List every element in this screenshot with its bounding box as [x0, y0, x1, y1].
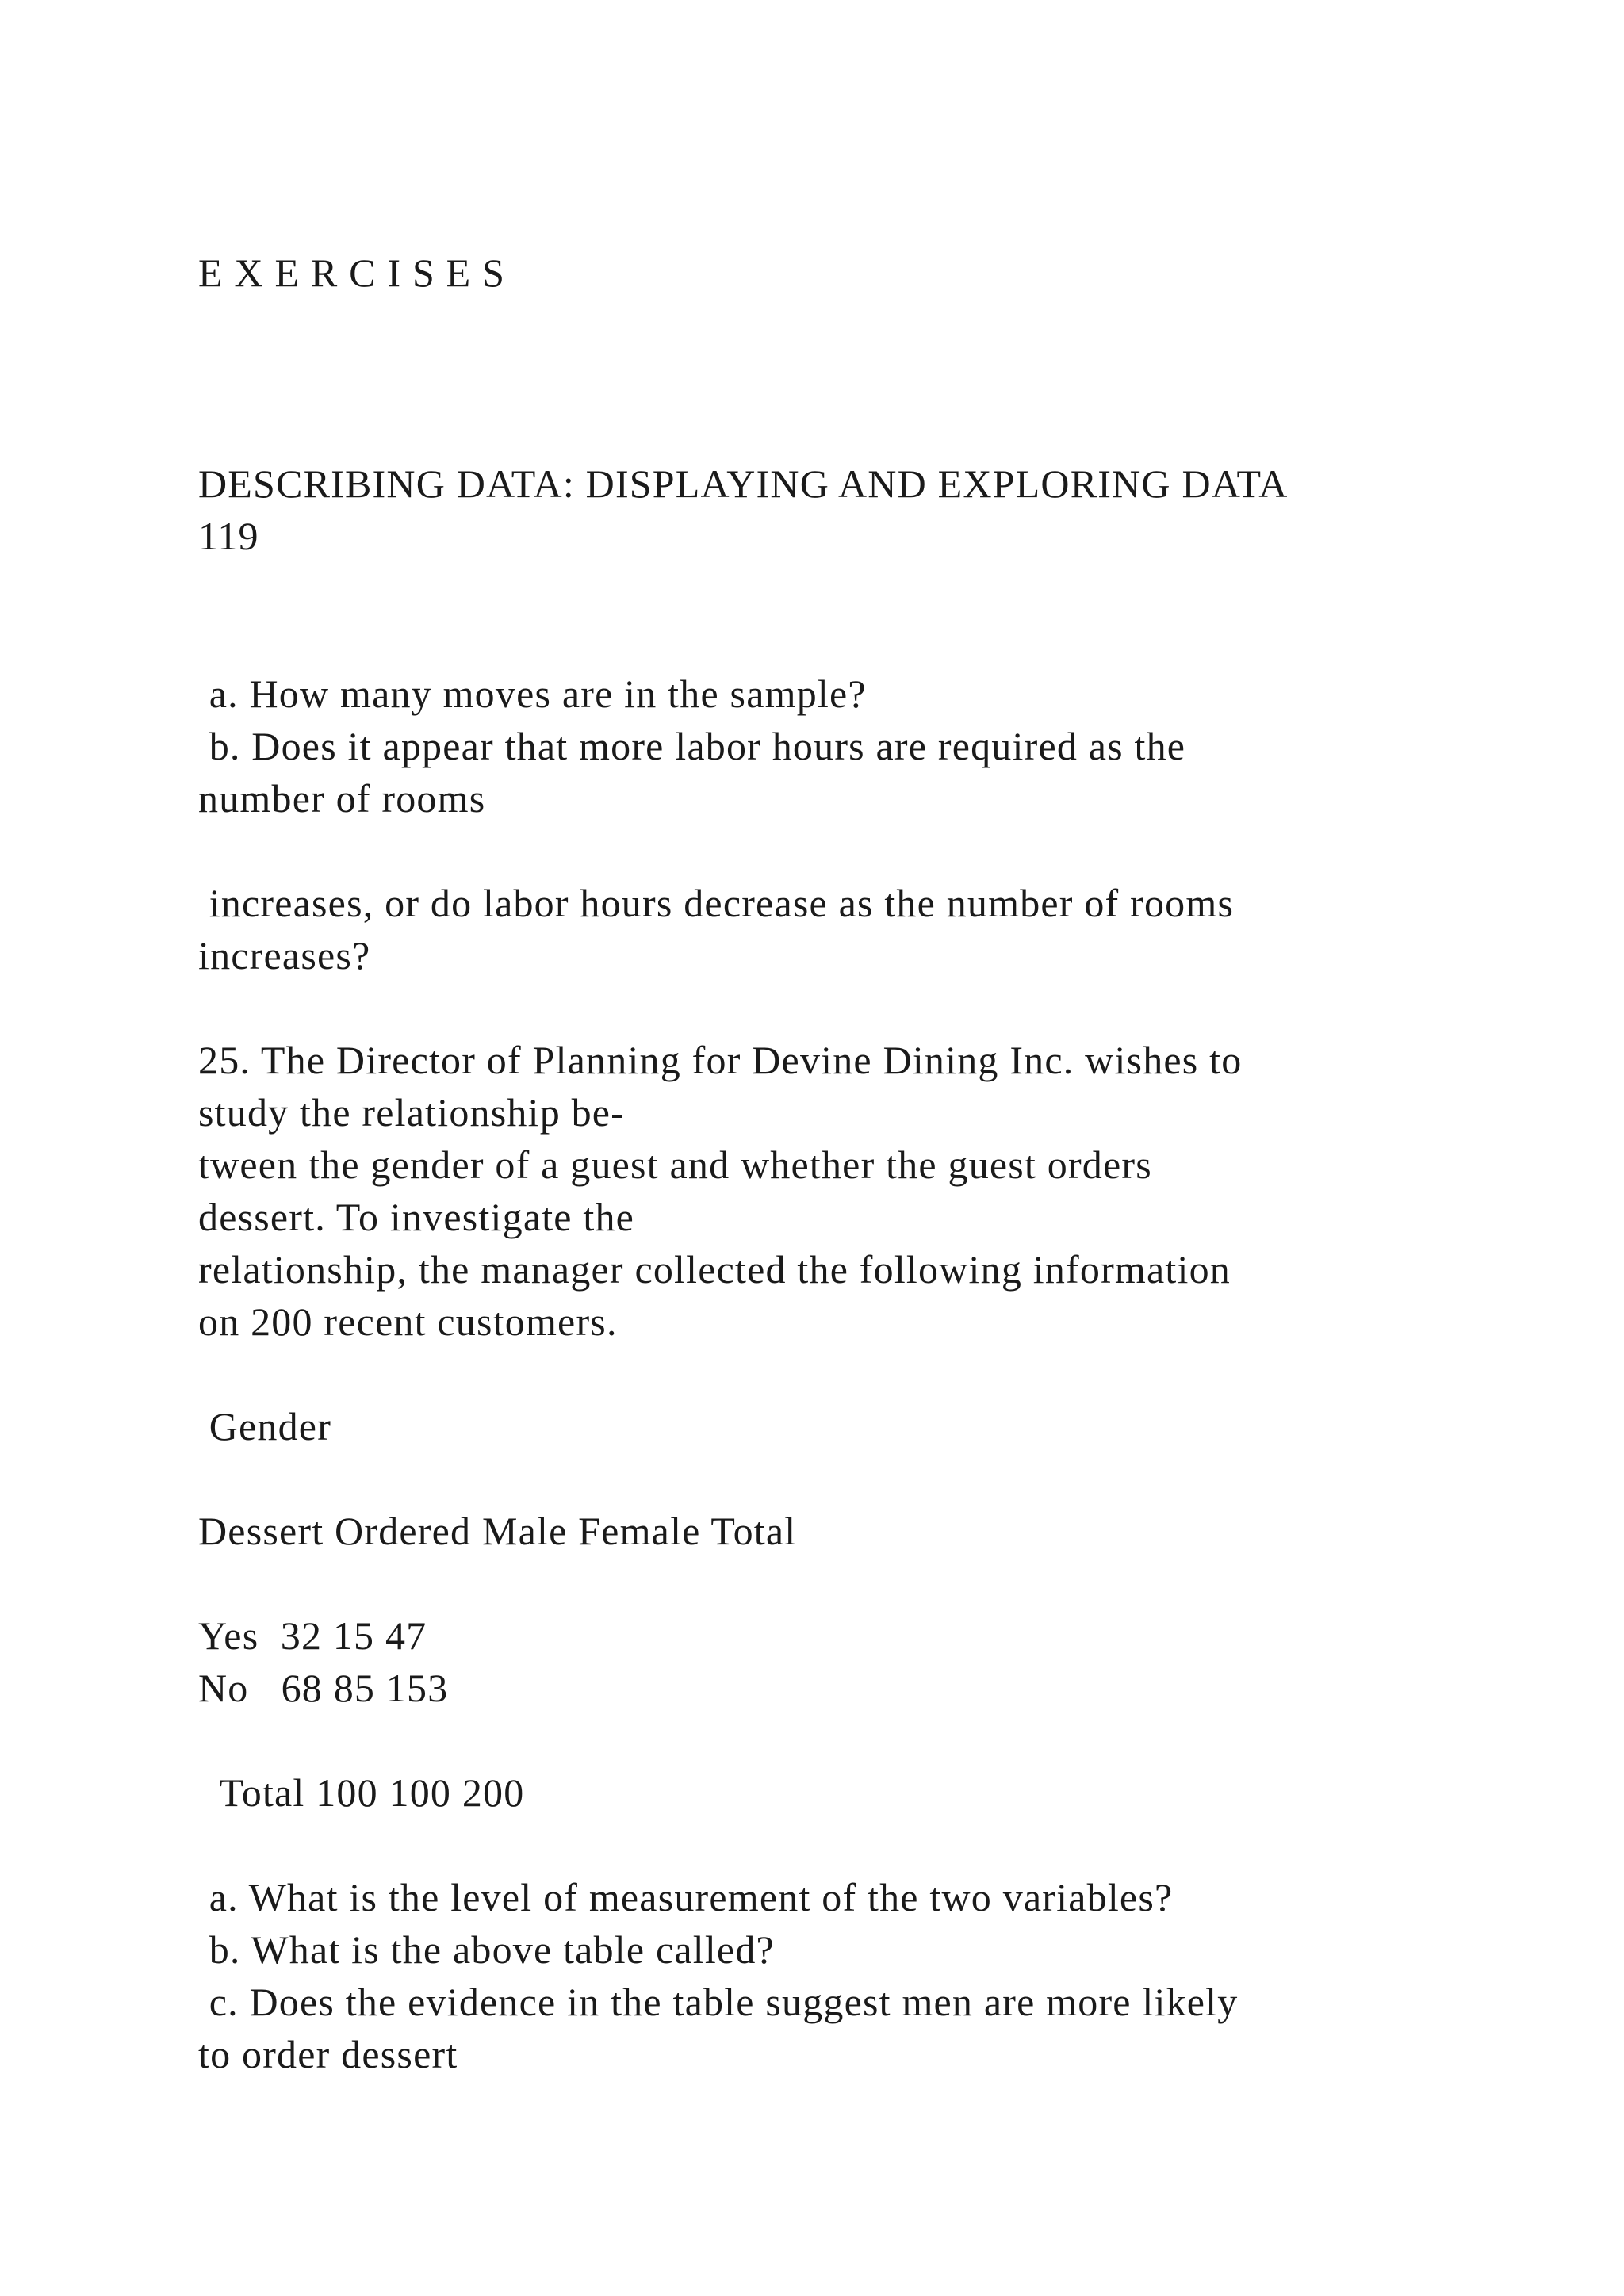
table-group-header: Gender [198, 1404, 332, 1448]
exercise-25-line5: relationship, the manager collected the following information [198, 1247, 1231, 1292]
question-b-line3: increases, or do labor hours decrease as the number of rooms [198, 881, 1235, 925]
exercise-25-line1: 25. The Director of Planning for Devine Dining Inc. wishes to [198, 1038, 1243, 1082]
question-b-line2: number of rooms [198, 776, 486, 821]
exercise-25-line3: tween the gender of a guest and whether the guest orders [198, 1142, 1152, 1187]
question-b-table: b. What is the above table called? [198, 1927, 775, 1972]
table-row-yes: Yes 32 15 47 [198, 1613, 427, 1658]
table-row-no: No 68 85 153 [198, 1666, 449, 1710]
section-title: DESCRIBING DATA: DISPLAYING AND EXPLORING DATA [198, 461, 1289, 506]
table-row-total: Total 100 100 200 [198, 1770, 525, 1815]
exercises-header: E X E R C I S E S [198, 251, 506, 295]
page-number: 119 [198, 514, 259, 558]
question-c-line1: c. Does the evidence in the table suggest men are more likely [198, 1980, 1239, 2024]
exercise-25-line6: on 200 recent customers. [198, 1299, 618, 1344]
question-c-line2: to order dessert [198, 2032, 458, 2076]
question-b-line1: b. Does it appear that more labor hours are required as the [198, 724, 1186, 768]
question-b-line4: increases? [198, 933, 371, 978]
table-header-row: Dessert Ordered Male Female Total [198, 1509, 797, 1553]
question-a-level: a. What is the level of measurement of the two variables? [198, 1875, 1174, 1919]
exercise-25-line4: dessert. To investigate the [198, 1195, 635, 1239]
question-a-moves: a. How many moves are in the sample? [198, 672, 867, 716]
exercise-25-line2: study the relationship be- [198, 1090, 626, 1135]
